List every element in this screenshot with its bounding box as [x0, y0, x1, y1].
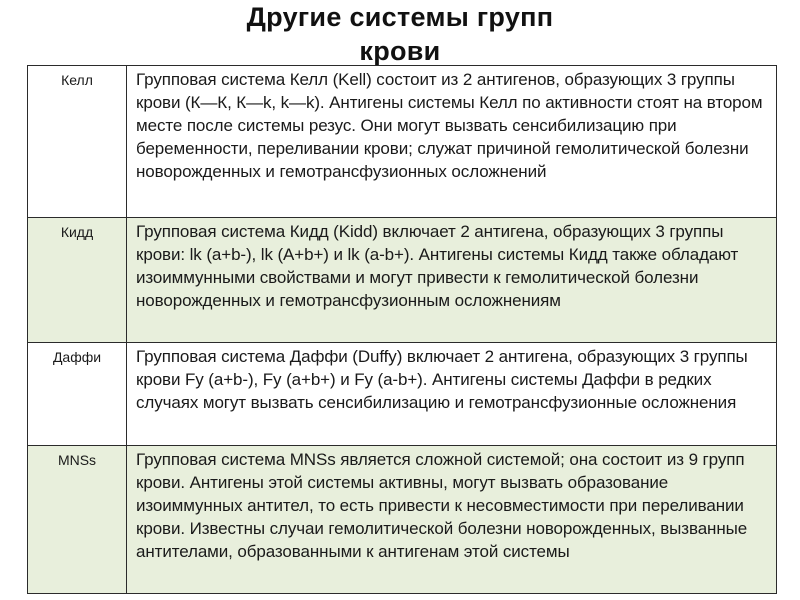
system-name-cell: Келл — [28, 66, 127, 218]
system-description-cell: Групповая система Кидд (Kidd) включает 2 антигена, образующих 3 группы крови: lk (a+b-), lk (A+b+) и lk (a-b+). Антигены системы Кидд также обладают изоиммунными свойствами и могут привести к гемолитической болезни новорожденных и гемотрансфузионным осложнениям — [127, 218, 777, 343]
table-row-mnss — [28, 446, 777, 594]
blood-group-systems-table — [27, 65, 777, 594]
table-row-kell — [28, 66, 777, 218]
page-title-line-1: Другие системы групп — [246, 2, 554, 32]
system-description-cell: Групповая система MNSs является сложной системой; она состоит из 9 групп крови. Антигены этой системы активны, могут вызвать образование изоиммунных антител, то есть привести к несовместимости при переливании крови. Известны случаи гемолитической болезни новорожденных, вызванные антителами, образованными к антигенам этой системы — [127, 446, 777, 594]
page-title-line-2: крови — [359, 36, 441, 66]
system-name-cell: Даффи — [28, 343, 127, 446]
table-row-kidd — [28, 218, 777, 343]
system-name-cell: MNSs — [28, 446, 127, 594]
system-name-cell: Кидд — [28, 218, 127, 343]
table-row-duffy — [28, 343, 777, 446]
page-title — [0, 0, 800, 68]
system-description-cell: Групповая система Келл (Kell) состоит из 2 антигенов, образующих 3 группы крови (К—К, К—k, k—k). Антигены системы Келл по активности стоят на втором месте после системы резус. Они могут вызвать сенсибилизацию при беременности, переливании крови; служат причиной гемолитической болезни новорожденных и гемотрансфузионных осложнений — [127, 66, 777, 218]
system-description-cell: Групповая система Даффи (Duffy) включает 2 антигена, образующих 3 группы крови Fy (a+b-), Fy (a+b+) и Fy (a-b+). Антигены системы Даффи в редких случаях могут вызвать сенсибилизацию и гемотрансфузионные осложнения — [127, 343, 777, 446]
